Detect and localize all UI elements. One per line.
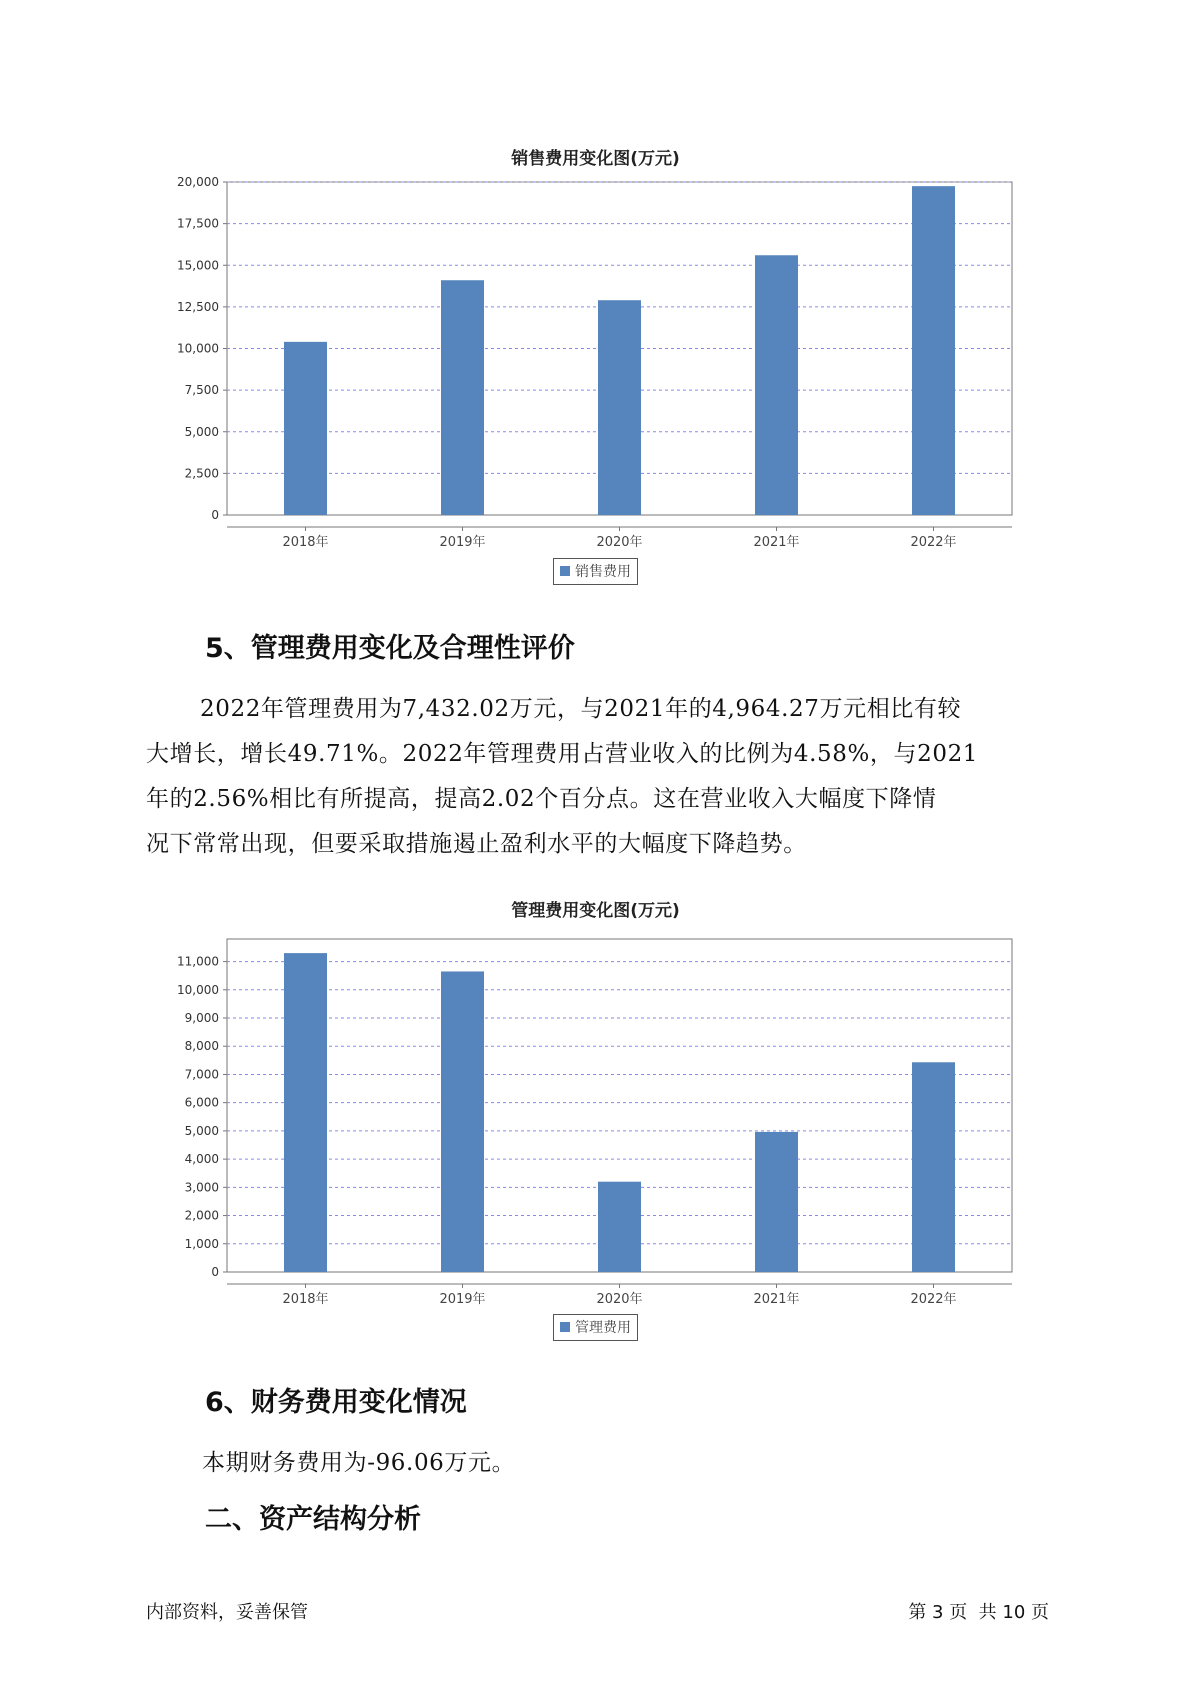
bar [441,280,484,515]
x-tick-label: 2020年 [596,1292,643,1307]
y-tick-label: 0 [211,508,219,522]
legend-swatch [560,1322,570,1332]
bar [598,300,641,515]
y-tick-label: 2,500 [184,466,219,481]
admin-expense-legend [553,1314,638,1341]
section-6-paragraph [202,1441,1102,1486]
bar [598,1182,641,1272]
y-tick-label: 7,000 [184,1067,219,1082]
section-5-paragraph [146,687,1046,867]
paragraph-line: 本期财务费用为-96.06万元。 [202,1450,516,1476]
y-tick-label: 2,000 [184,1208,219,1223]
y-tick-label: 12,500 [177,299,219,314]
legend-label: 管理费用 [575,1320,631,1336]
y-tick-label: 11,000 [177,954,219,969]
legend-label: 销售费用 [575,564,631,580]
y-tick-label: 20,000 [177,175,219,189]
paragraph-line: 2022年管理费用为7,432.02万元，与2021年的4,964.27万元相比有较 [200,696,962,722]
x-tick-label: 2020年 [596,535,643,550]
y-tick-label: 1,000 [184,1236,219,1251]
paragraph-line: 年的2.56%相比有所提高，提高2.02个百分点。这在营业收入大幅度下降情 [146,786,937,812]
y-tick-label: 6,000 [184,1095,219,1110]
footer-page-number: 第 3 页 共 10 页 [908,1602,1049,1623]
y-tick-label: 10,000 [177,982,219,997]
x-tick-label: 2018年 [282,535,329,550]
paragraph-line: 况下常常出现，但要采取措施遏止盈利水平的大幅度下降趋势。 [146,831,807,857]
y-tick-label: 17,500 [177,216,219,231]
bar [912,1062,955,1272]
bar [755,255,798,515]
admin-expense-chart [0,920,1191,1307]
section-5-heading: 5、管理费用变化及合理性评价 [205,633,575,664]
y-tick-label: 5,000 [184,424,219,439]
y-tick-label: 5,000 [184,1123,219,1138]
bar [284,342,327,515]
bar [912,186,955,515]
x-tick-label: 2022年 [910,1292,957,1307]
paragraph-line: 大增长，增长49.71%。2022年管理费用占营业收入的比例为4.58%，与2021 [146,741,979,767]
y-tick-label: 4,000 [184,1152,219,1167]
y-tick-label: 10,000 [177,341,219,356]
sales-expense-chart [0,160,1191,550]
y-tick-label: 15,000 [177,258,219,273]
bar [441,971,484,1272]
y-tick-label: 0 [211,1265,219,1279]
sales-expense-chart-title: 销售费用变化图(万元) [511,149,680,169]
sales-expense-legend [553,558,638,585]
y-tick-label: 8,000 [184,1039,219,1054]
x-tick-label: 2019年 [439,1292,486,1307]
footer-confidential-note: 内部资料，妥善保管 [146,1602,308,1623]
section-two-heading: 二、资产结构分析 [205,1504,421,1535]
x-tick-label: 2018年 [282,1292,329,1307]
x-tick-label: 2021年 [753,1292,800,1307]
x-tick-label: 2021年 [753,535,800,550]
bar [755,1132,798,1272]
y-tick-label: 7,500 [184,383,219,398]
x-tick-label: 2019年 [439,535,486,550]
admin-expense-chart-title: 管理费用变化图(万元) [511,901,680,921]
bar [284,953,327,1272]
legend-swatch [560,566,570,576]
y-tick-label: 3,000 [184,1180,219,1195]
y-tick-label: 9,000 [184,1011,219,1026]
x-tick-label: 2022年 [910,535,957,550]
section-6-heading: 6、财务费用变化情况 [205,1387,467,1418]
